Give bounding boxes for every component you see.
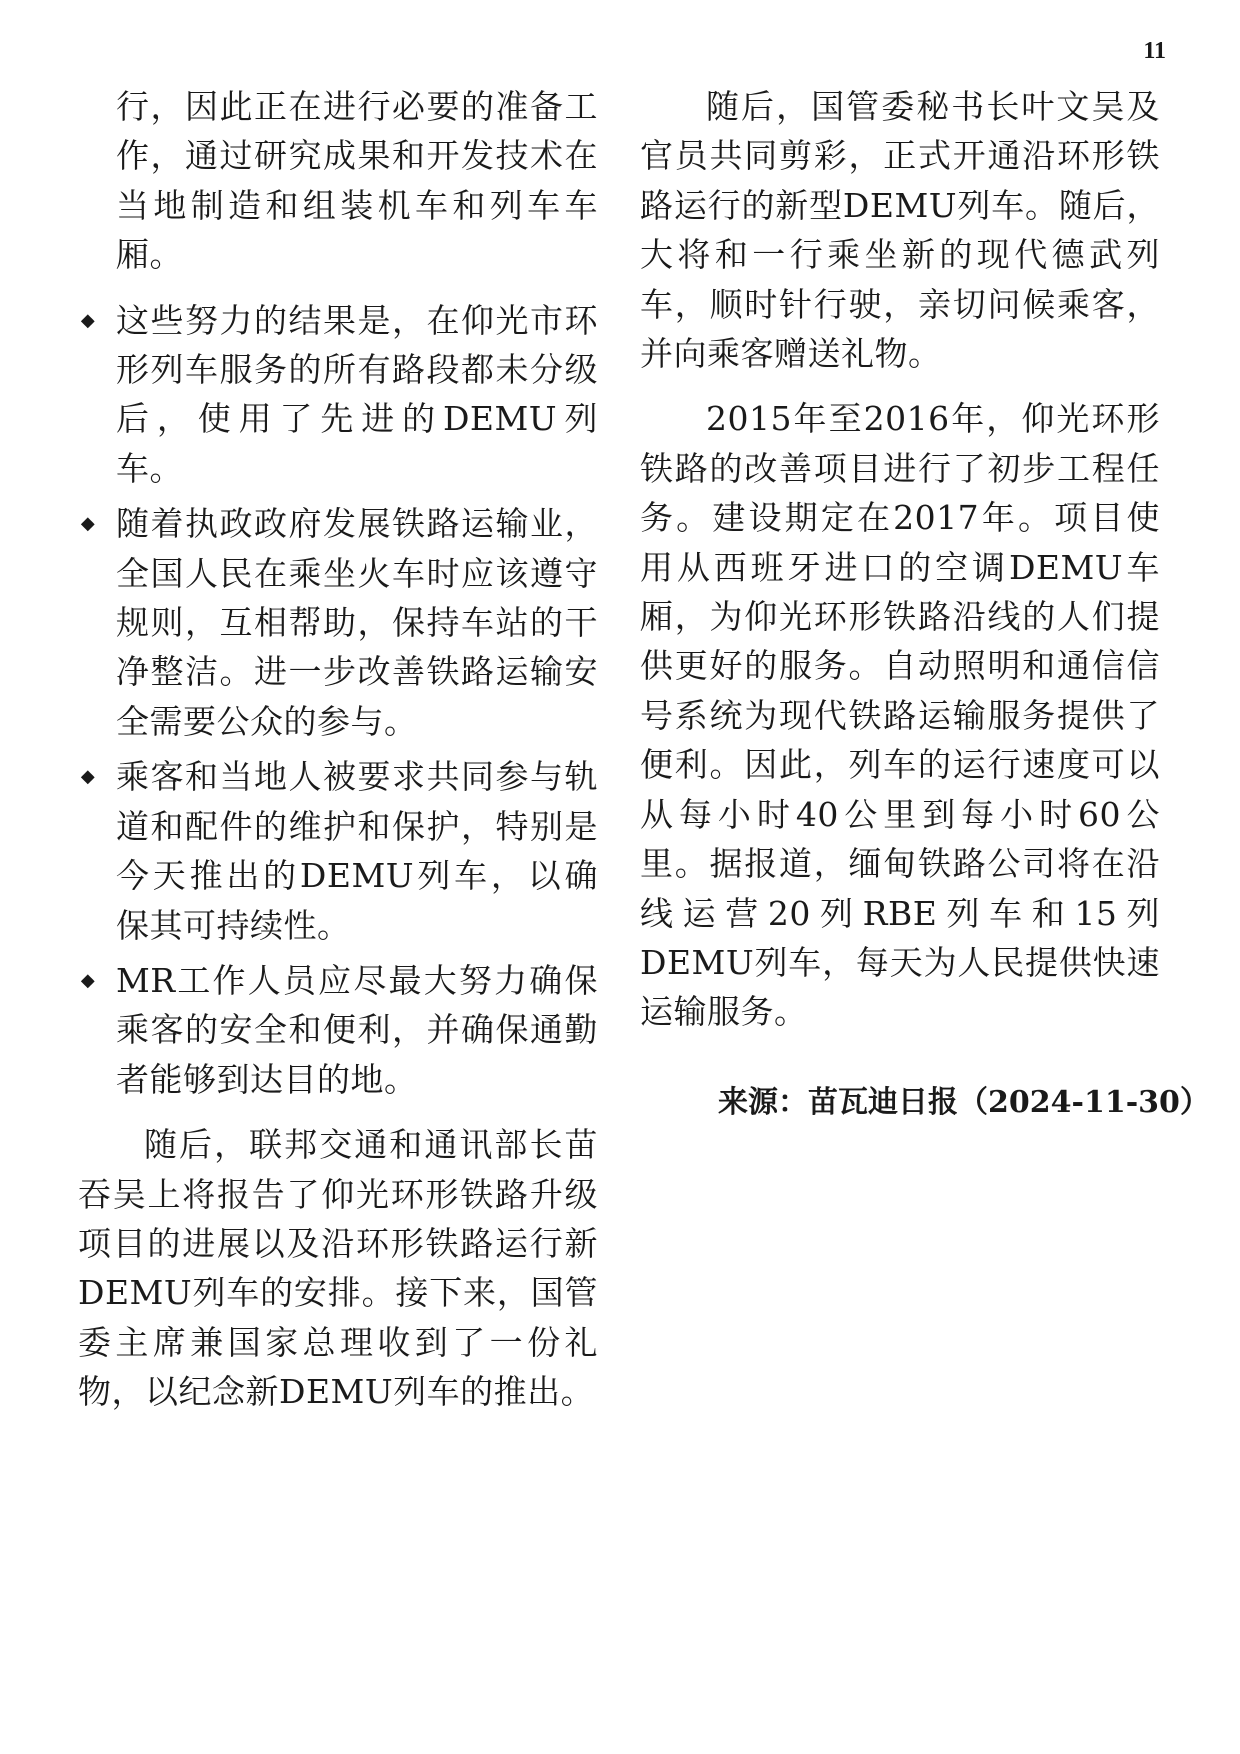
- bullet-text: 乘客和当地人被要求共同参与轨道和配件的维护和保护，特别是今天推出的DEMU列车，以确保其可持续性。: [116, 757, 598, 945]
- left-column: [78, 82, 598, 1417]
- bullet-item: [78, 956, 598, 1104]
- body-paragraph: 随后，联邦交通和通讯部长苗吞吴上将报告了仰光环形铁路升级项目的进展以及沿环形铁路运行新DEMU列车的安排。接下来，国管委主席兼国家总理收到了一份礼物，以纪念新DEMU列车的推出。: [78, 1125, 598, 1412]
- page-number: 11: [1143, 38, 1166, 64]
- bullet-item: [78, 499, 598, 746]
- diamond-bullet-icon: ◆: [80, 513, 96, 535]
- source-citation: 来源：苗瓦迪日报（2024-11-30）: [718, 1085, 1210, 1120]
- diamond-bullet-icon: ◆: [80, 969, 96, 991]
- bullet-text: MR工作人员应尽最大努力确保乘客的安全和便利，并确保通勤者能够到达目的地。: [116, 960, 598, 1099]
- bullet-item: [78, 752, 598, 950]
- bullet-text: 随着执政政府发展铁路运输业，全国人民在乘坐火车时应该遵守规则，互相帮助，保持车站的干净整洁。进一步改善铁路运输安全需要公众的参与。: [116, 504, 598, 741]
- bullet-item: [78, 296, 598, 494]
- body-paragraph: 2015年至2016年，仰光环形铁路的改善项目进行了初步工程任务。建设期定在2017年。项目使用从西班牙进口的空调DEMU车厢，为仰光环形铁路沿线的人们提供更好的服务。自动照明和通信信号系统为现代铁路运输服务提供了便利。因此，列车的运行速度可以从每小时40公里到每小时60公里。据报道，缅甸铁路公司将在沿线运营20列RBE列车和15列DEMU列车，每天为人民提供快速运输服务。: [640, 399, 1160, 1032]
- bullet-list: [78, 296, 598, 1105]
- diamond-bullet-icon: ◆: [80, 309, 96, 331]
- body-paragraph: 随后，国管委秘书长叶文吴及官员共同剪彩，正式开通沿环形铁路运行的新型DEMU列车。随后，大将和一行乘坐新的现代德武列车，顺时针行驶，亲切问候乘客，并向乘客赠送礼物。: [640, 87, 1160, 374]
- bullet-text: 这些努力的结果是，在仰光市环形列车服务的所有路段都未分级后，使用了先进的DEMU列车。: [116, 300, 598, 488]
- continuation-paragraph: 行，因此正在进行必要的准备工作，通过研究成果和开发技术在当地制造和组装机车和列车车厢。: [116, 87, 598, 275]
- diamond-bullet-icon: ◆: [80, 766, 96, 788]
- right-column: [640, 82, 1160, 1037]
